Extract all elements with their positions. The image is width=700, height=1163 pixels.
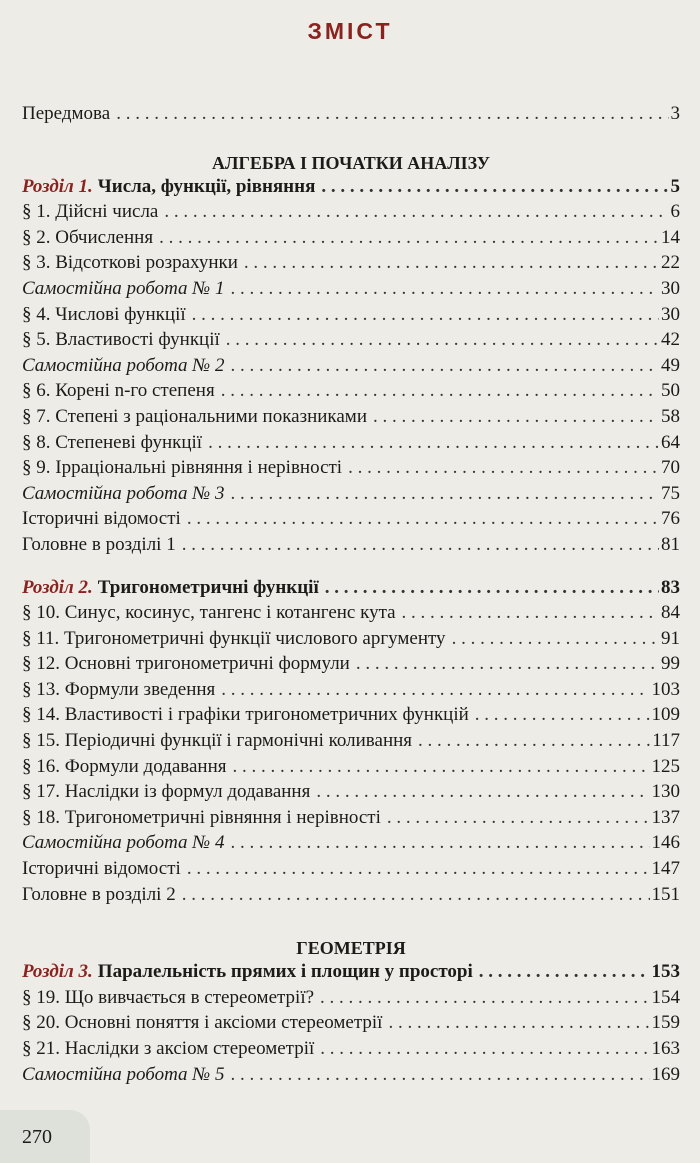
- toc-entry-label: § 15. Періодичні функції і гармонічні коливання: [22, 730, 413, 752]
- dot-leader: [373, 406, 659, 428]
- toc-entry[interactable]: [22, 201, 680, 227]
- toc-entry-label: § 16. Формули додавання: [22, 755, 227, 777]
- toc-entry-page: 153: [651, 961, 680, 983]
- toc-entry[interactable]: [22, 628, 680, 654]
- toc-entry-page: 146: [651, 832, 680, 854]
- toc-entry-page: 81: [661, 533, 680, 555]
- toc-entry-label: § 21. Наслідки з аксіом стереометрії: [22, 1038, 315, 1059]
- spacer: [22, 909, 680, 931]
- toc-entry-label: Самостійна робота № 5: [22, 1063, 225, 1085]
- spacer: [22, 560, 680, 577]
- dot-leader: [348, 457, 659, 479]
- toc-entry[interactable]: [22, 457, 680, 483]
- dot-leader: [226, 329, 659, 351]
- toc-entry-page: 58: [661, 405, 680, 427]
- toc-chapter[interactable]: [22, 176, 680, 202]
- dot-leader: [316, 781, 649, 803]
- toc-entry[interactable]: [22, 756, 680, 782]
- toc-entry-page: 154: [651, 986, 680, 1008]
- dot-leader: [388, 1012, 649, 1034]
- chapter-title: Тригонометричні функції: [97, 576, 319, 598]
- toc-entry-page: 99: [661, 653, 680, 675]
- toc-entry[interactable]: [22, 508, 680, 534]
- toc-entry-page: 70: [661, 457, 680, 479]
- dot-leader: [221, 380, 659, 402]
- toc-entry-label: § 4. Числові функції: [22, 303, 186, 325]
- dot-leader: [230, 483, 659, 505]
- chapter-prefix: Розділ 1.: [22, 175, 93, 197]
- toc-entry-page: 91: [661, 627, 680, 649]
- toc-entry[interactable]: [22, 227, 680, 253]
- toc-entry-label: § 10. Синус, косинус, тангенс і котангенс кута: [22, 602, 396, 624]
- dot-leader: [320, 1038, 649, 1060]
- toc-entry-label: § 9. Ірраціональні рівняння і нерівності: [22, 457, 343, 479]
- toc-entry-label: § 13. Формули зведення: [22, 678, 216, 700]
- toc-entry-page: 76: [661, 508, 680, 530]
- toc-entry-page: 49: [661, 354, 680, 376]
- toc-entry-label: § 18. Тригонометричні рівняння і нерівності: [22, 806, 381, 828]
- toc-entry[interactable]: [22, 1012, 680, 1038]
- toc-entry[interactable]: [22, 534, 680, 560]
- toc-entry-label: § 14. Властивості і графіки тригонометричних функцій: [22, 704, 469, 726]
- toc-entry-label: § 19. Що вивчається в стереометрії?: [22, 986, 315, 1008]
- dot-leader: [187, 858, 650, 880]
- dot-leader: [452, 628, 659, 650]
- toc-entry-page: 50: [661, 380, 680, 402]
- toc-entry[interactable]: [22, 304, 680, 330]
- dot-leader: [221, 679, 649, 701]
- spacer: [22, 129, 680, 146]
- toc-entry[interactable]: [22, 406, 680, 432]
- page-number: 270: [22, 1126, 52, 1148]
- toc-entry-label: [22, 961, 473, 983]
- toc-entry[interactable]: [22, 1038, 680, 1064]
- toc-entry-label: § 3. Відсоткові розрахунки: [22, 252, 238, 274]
- dot-leader: [244, 252, 659, 274]
- toc-entry-page: 6: [670, 201, 680, 223]
- toc-entry-label: Історичні відомості: [22, 508, 181, 530]
- toc-entry-label: Головне в розділі 1: [22, 533, 176, 555]
- dot-leader: [356, 653, 659, 675]
- dot-leader: [230, 832, 649, 854]
- dot-leader: [182, 884, 650, 906]
- toc-entry[interactable]: [22, 252, 680, 278]
- dot-leader: [192, 304, 659, 326]
- toc-entry-label: Самостійна робота № 1: [22, 277, 225, 299]
- toc-entry[interactable]: [22, 278, 680, 304]
- toc-entry-label: § 12. Основні тригонометричні формули: [22, 653, 350, 675]
- toc-chapter[interactable]: [22, 961, 680, 987]
- toc-entry-page: 151: [651, 883, 680, 905]
- toc-entry-page: 22: [661, 252, 680, 274]
- toc-entry[interactable]: [22, 679, 680, 705]
- toc-entry[interactable]: [22, 653, 680, 679]
- toc-entry-label: [22, 176, 315, 198]
- toc-entry-page: 84: [661, 602, 680, 624]
- chapter-title: Числа, функції, рівняння: [97, 175, 316, 197]
- toc-entry-page: 137: [651, 806, 680, 828]
- dot-leader: [182, 534, 659, 556]
- toc-entry-page: 109: [651, 704, 680, 726]
- toc-entry-page: 30: [661, 303, 680, 325]
- dot-leader: [116, 103, 668, 125]
- toc-entry[interactable]: [22, 704, 680, 730]
- toc-entry-page: 75: [661, 482, 680, 504]
- toc-entry-label: § 11. Тригонометричні функції числового аргументу: [22, 627, 446, 649]
- toc-entry-page: 117: [652, 730, 680, 752]
- dot-leader: [230, 355, 659, 377]
- toc-entry-page: 5: [670, 175, 680, 197]
- toc-entry[interactable]: [22, 483, 680, 509]
- dot-leader: [418, 730, 650, 752]
- toc-entry-label: § 17. Наслідки із формул додавання: [22, 781, 311, 803]
- dot-leader: [187, 508, 659, 530]
- toc-entry-page: 64: [661, 431, 680, 453]
- toc-entry-label: Головне в розділі 2: [22, 883, 176, 905]
- dot-leader: [325, 577, 659, 599]
- toc-entry[interactable]: [22, 807, 680, 833]
- toc-entry-page: 169: [651, 1063, 680, 1085]
- toc-entry[interactable]: [22, 730, 680, 756]
- toc-chapter[interactable]: [22, 577, 680, 603]
- toc-entry-label: § 7. Степені з раціональними показниками: [22, 405, 367, 427]
- table-of-contents: [22, 103, 680, 1089]
- page-title: ЗМІСТ: [307, 18, 393, 44]
- toc-entry-page: 163: [651, 1038, 680, 1059]
- dot-leader: [230, 1064, 649, 1086]
- dot-leader: [233, 756, 650, 778]
- toc-entry-page: 125: [651, 755, 680, 777]
- toc-entry[interactable]: [22, 781, 680, 807]
- dot-leader: [387, 807, 650, 829]
- chapter-prefix: Розділ 2.: [22, 576, 93, 598]
- part-heading: ГЕОМЕТРІЯ: [296, 938, 406, 959]
- toc-entry-page: 83: [661, 576, 680, 598]
- toc-entry-label: Самостійна робота № 3: [22, 482, 225, 504]
- toc-entry[interactable]: [22, 355, 680, 381]
- toc-entry-label: § 5. Властивості функції: [22, 329, 220, 351]
- toc-entry[interactable]: [22, 432, 680, 458]
- toc-entry-page: 103: [651, 678, 680, 700]
- toc-entry-label: § 2. Обчислення: [22, 226, 154, 248]
- toc-entry-label: Самостійна робота № 4: [22, 832, 225, 854]
- toc-entry-page: 42: [661, 329, 680, 351]
- toc-entry-label: § 1. Дійсні числа: [22, 201, 159, 223]
- toc-entry-page: 3: [670, 103, 680, 124]
- toc-entry-label: Передмова: [22, 103, 111, 124]
- toc-entry-preface[interactable]: [22, 103, 680, 129]
- dot-leader: [208, 432, 659, 454]
- chapter-title: Паралельність прямих і площин у просторі: [97, 961, 473, 983]
- toc-entry-page: 147: [651, 858, 680, 880]
- toc-entry-label: § 20. Основні поняття і аксіоми стереометрії: [22, 1012, 383, 1034]
- dot-leader: [475, 704, 650, 726]
- dot-leader: [402, 602, 659, 624]
- toc-entry[interactable]: [22, 1064, 680, 1090]
- dot-leader: [164, 201, 668, 223]
- chapter-prefix: Розділ 3.: [22, 961, 93, 983]
- part-heading: АЛГЕБРА І ПОЧАТКИ АНАЛІЗУ: [212, 152, 490, 173]
- toc-entry-label: § 8. Степеневі функції: [22, 431, 203, 453]
- toc-entry-label: Самостійна робота № 2: [22, 354, 225, 376]
- dot-leader: [321, 176, 668, 198]
- toc-entry-page: 30: [661, 277, 680, 299]
- dot-leader: [479, 961, 650, 983]
- toc-entry-label: § 6. Корені n-го степеня: [22, 380, 215, 402]
- dot-leader: [320, 987, 649, 1009]
- toc-entry[interactable]: [22, 884, 680, 910]
- toc-entry[interactable]: [22, 602, 680, 628]
- toc-entry[interactable]: [22, 832, 680, 858]
- toc-entry-label: [22, 577, 319, 599]
- toc-entry-label: Історичні відомості: [22, 858, 181, 880]
- toc-entry-page: 14: [661, 226, 680, 248]
- toc-entry[interactable]: [22, 329, 680, 355]
- toc-entry[interactable]: [22, 380, 680, 406]
- dot-leader: [159, 227, 659, 249]
- toc-entry-page: 130: [651, 781, 680, 803]
- dot-leader: [230, 278, 659, 300]
- toc-entry[interactable]: [22, 987, 680, 1013]
- toc-entry[interactable]: [22, 858, 680, 884]
- toc-entry-page: 159: [651, 1012, 680, 1034]
